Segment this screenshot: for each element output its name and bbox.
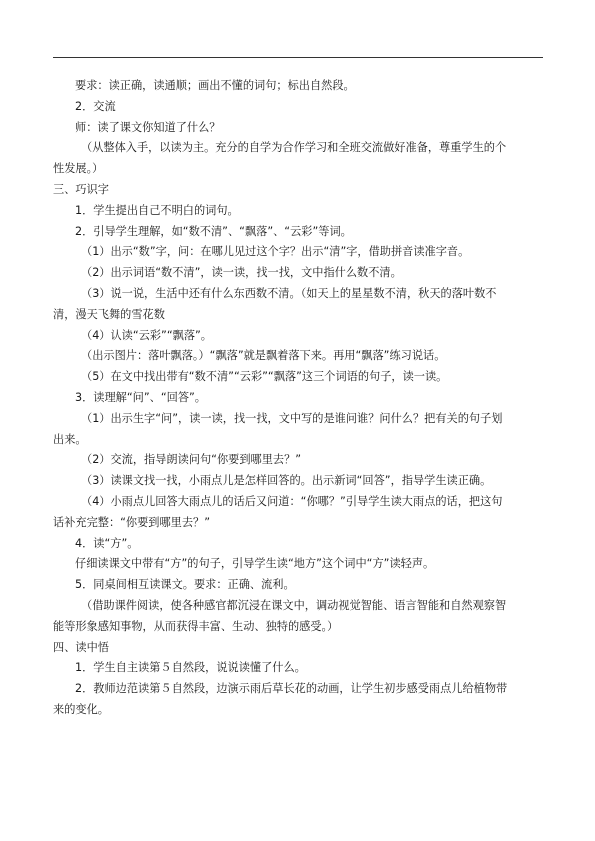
paragraph-line: （出示图片：落叶飘落。）“飘落”就是飘着落下来。再用“飘落”练习说话。: [81, 349, 446, 363]
paragraph-line: 出来。: [53, 432, 87, 446]
paragraph-line: 2．交流: [75, 99, 116, 113]
paragraph-line: 话补充完整：“你要到哪里去？”: [53, 515, 211, 529]
paragraph-line: 来的变化。: [53, 702, 109, 716]
document-body: [53, 76, 543, 721]
paragraph-line: 师：读了课文你知道了什么？: [75, 120, 221, 134]
paragraph-line: 3．读理解“问”、“回答”。: [75, 390, 206, 404]
paragraph-line: 1．学生自主读第５自然段，说说读懂了什么。: [75, 661, 306, 675]
paragraph-line: （4）认读“云彩”“飘落”。: [81, 328, 212, 342]
paragraph-line: 能等形象感知事物，从而获得丰富、生动、独特的感受。）: [53, 619, 339, 633]
paragraph-line: 2．教师边范读第５自然段，边演示雨后草长花的动画，让学生初步感受雨点儿给植物带: [75, 682, 508, 696]
paragraph-line: （3）读课文找一找，小雨点儿是怎样回答的。出示新词“回答”，指导学生读正确。: [81, 474, 492, 488]
header-rule: [53, 57, 543, 58]
paragraph-line: 仔细读课文中带有“方”的句子，引导学生读“地方”这个词中“方”读轻声。: [75, 557, 435, 571]
paragraph-line: （4）小雨点儿回答大雨点儿的话后又问道：“你哪？”引导学生读大雨点的话，把这句: [81, 494, 503, 508]
paragraph-line: 性发展。）: [53, 162, 104, 176]
paragraph-line: （借助课件阅读，使各种感官都沉浸在课文中，调动视觉智能、语言智能和自然观察智: [81, 598, 507, 612]
paragraph-line: 1．学生提出自己不明白的词句。: [75, 203, 239, 217]
paragraph-line: （5）在文中找出带有“数不清”“云彩”“飘落”这三个词语的句子，读一读。: [81, 370, 448, 384]
paragraph-line: （从整体入手，以读为主。充分的自学为合作学习和全班交流做好准备，尊重学生的个: [81, 141, 507, 155]
paragraph-line: （2）交流，指导朗读问句“你要到哪里去？”: [81, 453, 302, 467]
section-heading: 四、读中悟: [53, 640, 109, 654]
paragraph-line: 2．引导学生理解，如“数不清”、“飘落”、“云彩”等词。: [75, 224, 352, 238]
paragraph-line: 4．读“方”。: [75, 536, 139, 550]
paragraph-line: （1）出示“数”字，问：在哪儿见过这个字？出示“清”字，借助拼音读准字音。: [81, 245, 470, 259]
paragraph-line: 要求：读正确，读通顺；画出不懂的词句；标出自然段。: [75, 79, 355, 92]
paragraph-line: （3）说一说，生活中还有什么东西数不清。（如天上的星星数不清，秋天的落叶数不: [81, 286, 497, 300]
paragraph-line: 5．同桌间相互读课文。要求：正确、流利。: [75, 578, 295, 592]
section-heading: 三、巧识字: [53, 182, 109, 196]
paragraph-line: （1）出示生字“问”，读一读，找一找，文中写的是谁问谁？问什么？把有关的句子划: [81, 411, 503, 425]
paragraph-line: 清，漫天飞舞的雪花数: [53, 307, 165, 321]
paragraph-line: （2）出示词语“数不清”，读一读，找一找，文中指什么数不清。: [81, 266, 402, 280]
